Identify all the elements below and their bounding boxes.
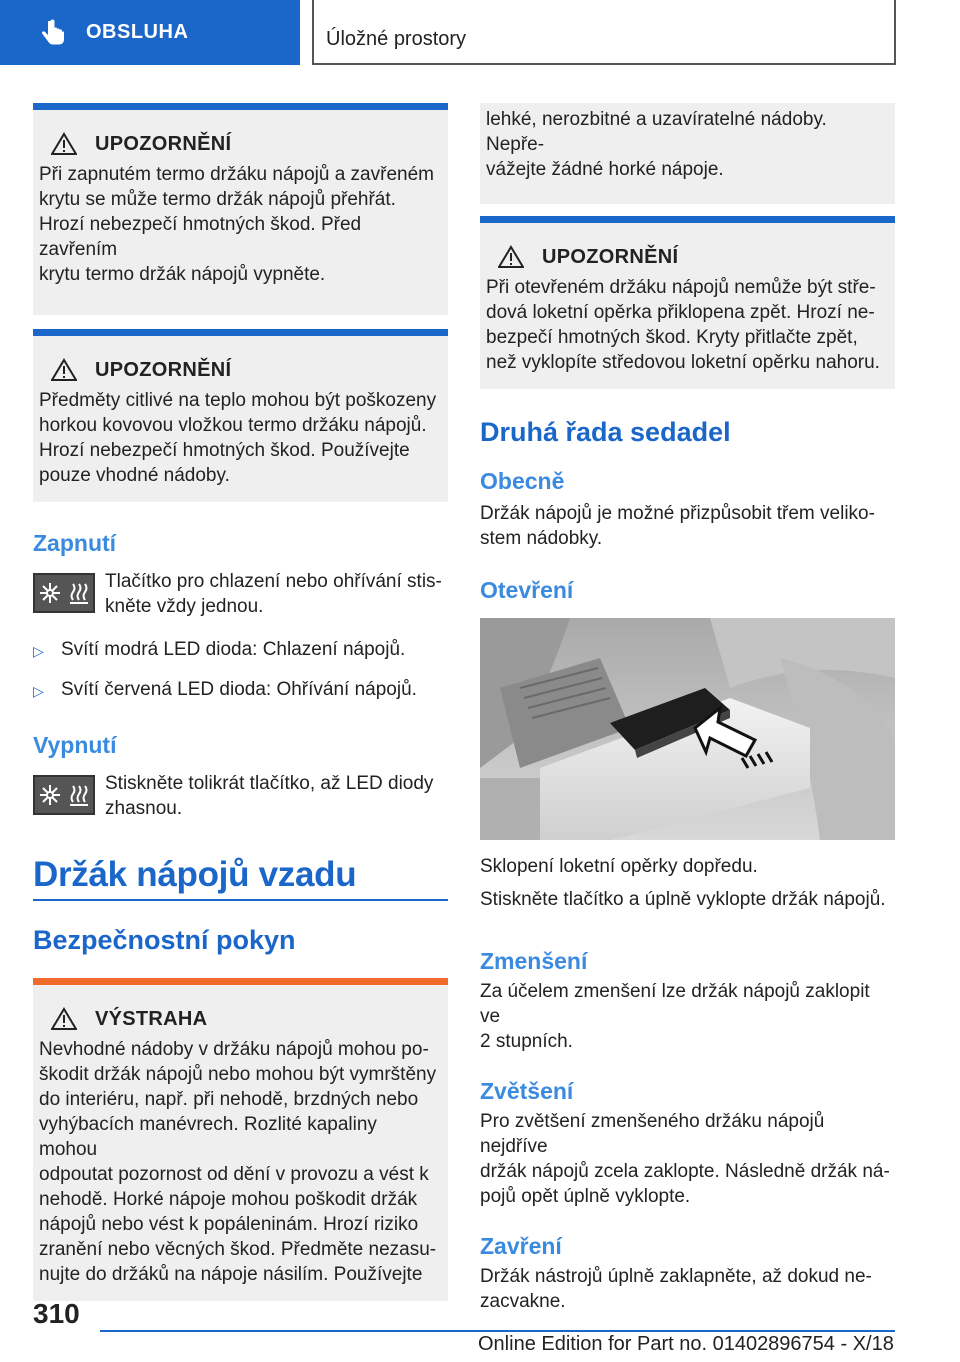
paragraph-line: Pro zvětšení zmenšeného držáku nápojů nejdříve: [480, 1111, 825, 1157]
warning-line: nehodě. Horké nápoje mohou poškodit držák: [39, 1189, 418, 1210]
warning-box-notice-3: [480, 216, 895, 389]
heading-zvetseni: Zvětšení: [480, 1078, 574, 1104]
instruction-line: kněte vždy jednou.: [105, 596, 264, 617]
warning-title: UPOZORNĚNÍ: [95, 358, 232, 381]
instruction-line: zhasnou.: [105, 798, 183, 819]
warning-line: bezpečí hmotných škod. Kryty přitlačte zpět,: [486, 327, 858, 348]
paragraph-line: pojů opět úplně vyklopte.: [480, 1186, 691, 1207]
triangle-bullet-icon: ▷: [33, 643, 44, 659]
warning-box-danger: [33, 978, 448, 1301]
cupholder-photo: [480, 618, 895, 840]
paragraph-line: držák nápojů zcela zaklopte. Následně držák ná-: [480, 1161, 890, 1182]
warning-triangle-icon: [51, 1007, 77, 1031]
warning-title: UPOZORNĚNÍ: [542, 245, 679, 268]
warning-box-notice-1: [33, 103, 448, 315]
triangle-bullet-icon: ▷: [33, 683, 44, 699]
warning-line: krytu se může termo držák nápojů přehřát.: [39, 189, 396, 210]
warning-title: UPOZORNĚNÍ: [95, 132, 232, 155]
warning-triangle-icon: [498, 245, 524, 269]
warning-line: Hrozí nebezpečí hmotných škod. Používejte: [39, 440, 410, 461]
section-tab-label: OBSLUHA: [86, 21, 189, 43]
paragraph-line: Držák nápojů je možné přizpůsobit třem veliko-: [480, 503, 875, 524]
warning-line: odpoutat pozornost od dění v provozu a vést k: [39, 1164, 429, 1185]
paragraph-line: zacvakne.: [480, 1291, 566, 1312]
heading-zapnuti: Zapnutí: [33, 530, 117, 556]
footer-divider: [100, 1330, 895, 1332]
warning-line: horkou kovovou vložkou termo držáku nápojů.: [39, 415, 427, 436]
warning-box-continuation: [480, 103, 895, 204]
warning-line: vyhýbacích manévrech. Rozlité kapaliny mohou: [39, 1114, 377, 1160]
climate-button-graphic: [33, 775, 95, 815]
warning-line: Hrozí nebezpečí hmotných škod. Před zavřením: [39, 214, 362, 260]
warning-line: zranění nebo věcných škod. Předměte nezasu-: [39, 1239, 437, 1260]
warning-triangle-icon: [51, 358, 77, 382]
instruction-line: Tlačítko pro chlazení nebo ohřívání stis-: [105, 571, 442, 592]
snowflake-icon: [39, 582, 61, 604]
warning-line: krytu termo držák nápojů vypněte.: [39, 264, 326, 285]
list-item: ▷ Svítí modrá LED dioda: Chlazení nápojů.: [33, 637, 448, 664]
warning-line: do interiéru, např. při nehodě, brzdných nebo: [39, 1089, 419, 1110]
paragraph-line: 2 stupních.: [480, 1031, 573, 1052]
warning-line: nujte do držáků na nápoje násilím. Používejte: [39, 1264, 423, 1285]
paragraph-line: Držák nástrojů úplně zaklapněte, až dokud ne-: [480, 1266, 872, 1287]
warning-line: Nevhodné nádoby v držáku nápojů mohou po-: [39, 1039, 429, 1060]
heading-zavreni: Zavření: [480, 1233, 562, 1259]
heading-zmenseni: Zmenšení: [480, 948, 588, 974]
heat-waves-icon: [68, 582, 90, 604]
main-heading: Držák nápojů vzadu: [33, 855, 357, 894]
warning-line: než vyklopíte středovou loketní opěrku nahoru.: [486, 352, 880, 373]
paragraph-line: stem nádobky.: [480, 528, 603, 549]
section-tab[interactable]: [0, 0, 300, 65]
left-column: [33, 103, 448, 1301]
hand-pointer-icon: [40, 19, 66, 47]
heading-vypnuti: Vypnutí: [33, 732, 117, 758]
warning-line: dová loketní opěrka přiklopena zpět. Hrozí ne-: [486, 302, 875, 323]
warning-line: Při otevřeném držáku nápojů nemůže být stře-: [486, 277, 876, 298]
armrest-illustration: [480, 618, 895, 840]
warning-line: lehké, nerozbitné a uzavíratelné nádoby. Nepře-: [486, 109, 827, 155]
paragraph-line: Stiskněte tlačítko a úplně vyklopte držák nápojů.: [480, 889, 886, 910]
heading-safety: Bezpečnostní pokyn: [33, 925, 296, 955]
button-instruction-zapnuti: [33, 569, 448, 619]
warning-triangle-icon: [51, 132, 77, 156]
climate-button-graphic: [33, 573, 95, 613]
instruction-line: Stiskněte tolikrát tlačítko, až LED diody: [105, 773, 434, 794]
warning-line: pouze vhodné nádoby.: [39, 465, 230, 486]
warning-line: nápojů nebo vést k popáleninám. Hrozí riziko: [39, 1214, 419, 1235]
heading-otevreni: Otevření: [480, 577, 574, 603]
page-number: 310: [33, 1298, 80, 1329]
list-item: ▷ Svítí červená LED dioda: Ohřívání nápojů.: [33, 677, 448, 704]
warning-line: vážejte žádné horké nápoje.: [486, 159, 724, 180]
button-instruction-vypnuti: [33, 771, 448, 821]
warning-line: Při zapnutém termo držáku nápojů a zavřeném: [39, 164, 434, 185]
snowflake-icon: [39, 784, 61, 806]
warning-line: škodit držák nápojů nebo mohou být vymrštěny: [39, 1064, 437, 1085]
heading-obecne: Obecně: [480, 468, 565, 494]
page-section-title: Úložné prostory: [312, 0, 896, 65]
warning-line: Předměty citlivé na teplo mohou být poškozeny: [39, 390, 437, 411]
warning-box-notice-2: [33, 329, 448, 502]
right-column: [480, 103, 895, 1314]
warning-title: VÝSTRAHA: [95, 1007, 208, 1030]
paragraph-line: Sklopení loketní opěrky dopředu.: [480, 856, 758, 877]
paragraph-line: Za účelem zmenšení lze držák nápojů zaklopit ve: [480, 981, 870, 1027]
heading-second-row: Druhá řada sedadel: [480, 417, 731, 447]
footer-edition: Online Edition for Part no. 01402896754 - X/18: [478, 1333, 894, 1355]
heat-waves-icon: [68, 784, 90, 806]
